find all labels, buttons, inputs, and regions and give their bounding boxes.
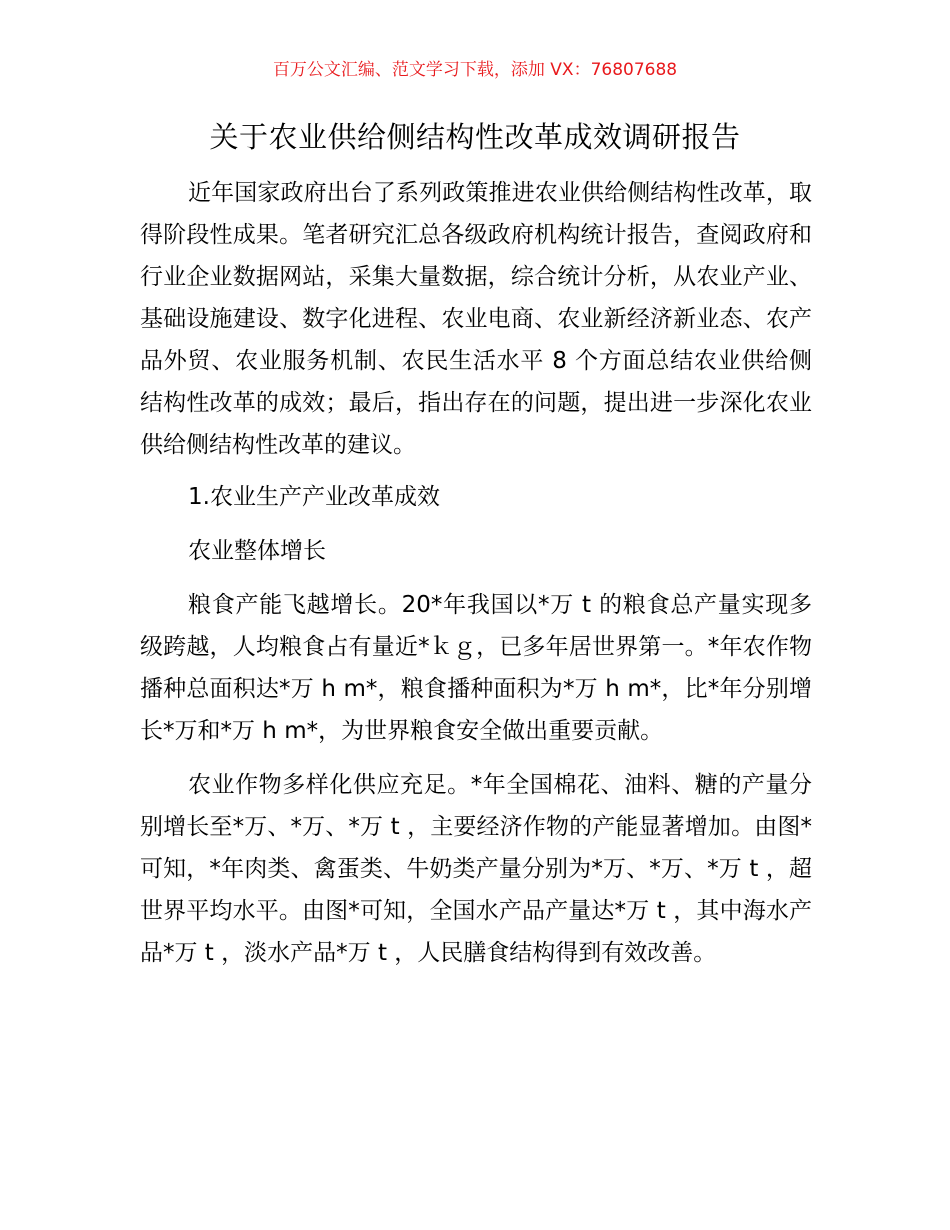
subsection-heading: 农业整体增长 (188, 538, 326, 564)
document-body (140, 172, 812, 974)
crops-paragraph: 农业作物多样化供应充足。*年全国棉花、油料、糖的产量分别增长至*万、*万、*万 t ，主要经济作物的产能显著增加。由图*可知，*年肉类、禽蛋类、牛奶类产量分别为*万、*万、*万 t ，超世界平均水平。由图*可知，全国水产品产量达*万 t ，其中海水产品*万 t ，淡水产品*万 t ，人民膳食结构得到有效改善。 (140, 772, 812, 966)
section-heading: 1.农业生产产业改革成效 (188, 484, 440, 510)
document-title: 关于农业供给侧结构性改革成效调研报告 (209, 120, 741, 154)
header-watermark-text: 百万公文汇编、范文学习下载，添加 VX：76807688 (272, 60, 678, 80)
intro-paragraph: 近年国家政府出台了系列政策推进农业供给侧结构性改革，取得阶段性成果。笔者研究汇总各级政府机构统计报告，查阅政府和行业企业数据网站，采集大量数据，综合统计分析，从农业产业、基础设施建设、数字化进程、农业电商、农业新经济新业态、农产品外贸、农业服务机制、农民生活水平 8 个方面总结农业供给侧结构性改革的成效；最后，指出存在的问题，提出进一步深化农业供给侧结构性改革的建议。 (140, 180, 812, 458)
grain-paragraph: 粮食产能飞越增长。20*年我国以*万 t 的粮食总产量实现多级跨越，人均粮食占有量近*ｋｇ，已多年居世界第一。*年农作物播种总面积达*万 h m*，粮食播种面积为*万 h m*，比*年分别增长*万和*万 h m*，为世界粮食安全做出重要贡献。 (140, 592, 812, 744)
